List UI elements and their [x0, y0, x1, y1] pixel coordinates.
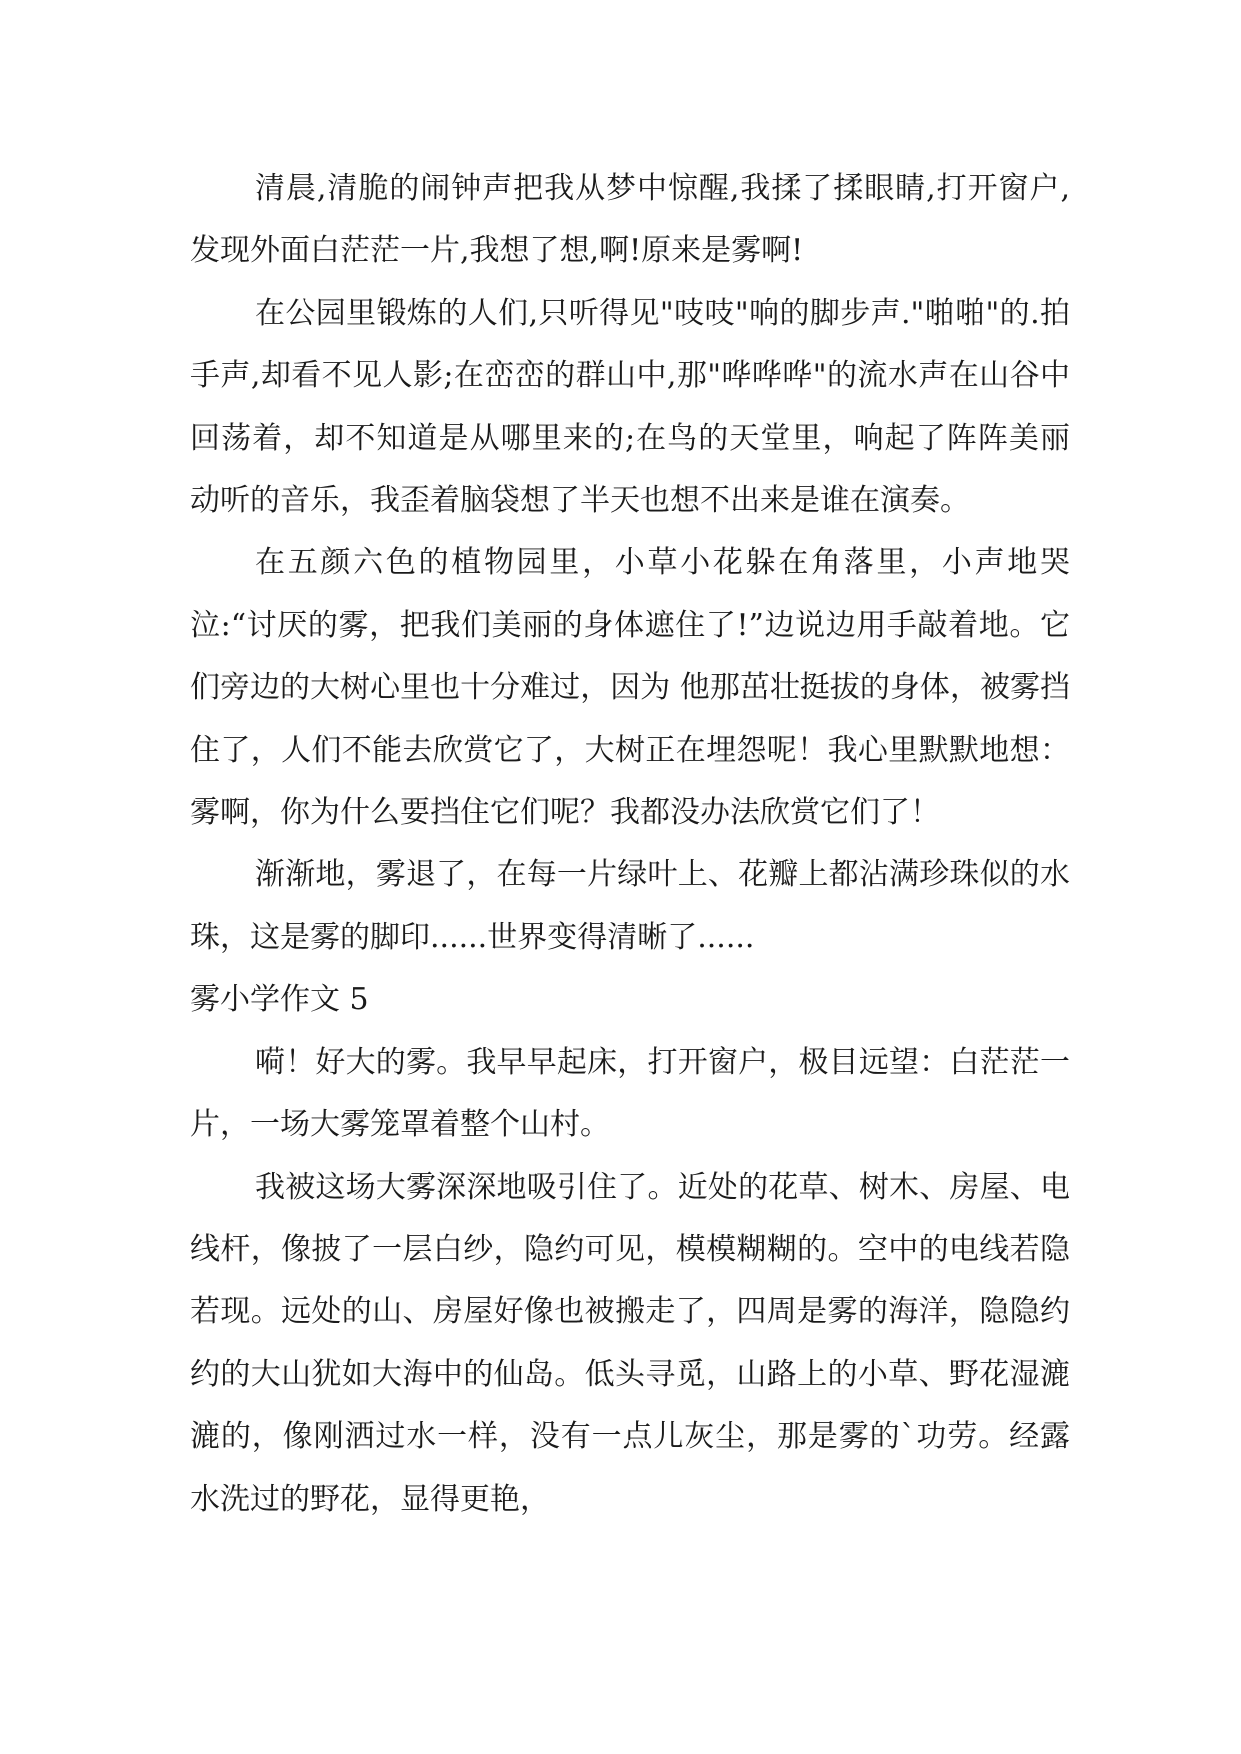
paragraph-fog-scenery: 我被这场大雾深深地吸引住了。近处的花草、树木、房屋、电线杆，像披了一层白纱，隐约可见，模模糊糊的。空中的电线若隐若现。远处的山、房屋好像也被搬走了，四周是雾的海洋，隐隐约约的大山犹如大海中的仙岛。低头寻觅，山路上的小草、野花湿漉漉的，像刚洒过水一样，没有一点儿灰尘，那是雾的`功劳。经露水洗过的野花，显得更艳， — [190, 1169, 1070, 1517]
paragraph-sounds: 在公园里锻炼的人们,只听得见"吱吱"响的脚步声."啪啪"的.拍手声,却看不见人影;在峦峦的群山中,那"哗哗哗"的流水声在山谷中回荡着，却不知道是从哪里来的;在鸟的天堂里，响起了阵阵美丽动听的音乐，我歪着脑袋想了半天也想不出来是谁在演奏。 — [190, 295, 1070, 519]
paragraph-big-fog: 嗬！好大的雾。我早早起床，打开窗户，极目远望：白茫茫一片，一场大雾笼罩着整个山村。 — [190, 1044, 1070, 1143]
paragraph-garden: 在五颜六色的植物园里，小草小花躲在角落里，小声地哭泣:“讨厌的雾，把我们美丽的身体遮住了!”边说边用手敲着地。它们旁边的大树心里也十分难过，因为 他那茁壮挺拔的身体，被雾挡住了，人们不能去欣赏它了，大树正在埋怨呢！我心里默默地想：雾啊，你为什么要挡住它们呢？我都没办法欣赏它们了！ — [190, 545, 1070, 831]
document-body — [190, 158, 1070, 1531]
paragraph-wake-up: 清晨,清脆的闹钟声把我从梦中惊醒,我揉了揉眼睛,打开窗户,发现外面白茫茫一片,我想了想,啊!原来是雾啊! — [190, 171, 1070, 269]
paragraph-fog-retreats: 渐渐地，雾退了，在每一片绿叶上、花瓣上都沾满珍珠似的水珠，这是雾的脚印......世界变得清晰了...... — [190, 857, 1070, 955]
essay-heading: 雾小学作文 5 — [190, 982, 369, 1018]
